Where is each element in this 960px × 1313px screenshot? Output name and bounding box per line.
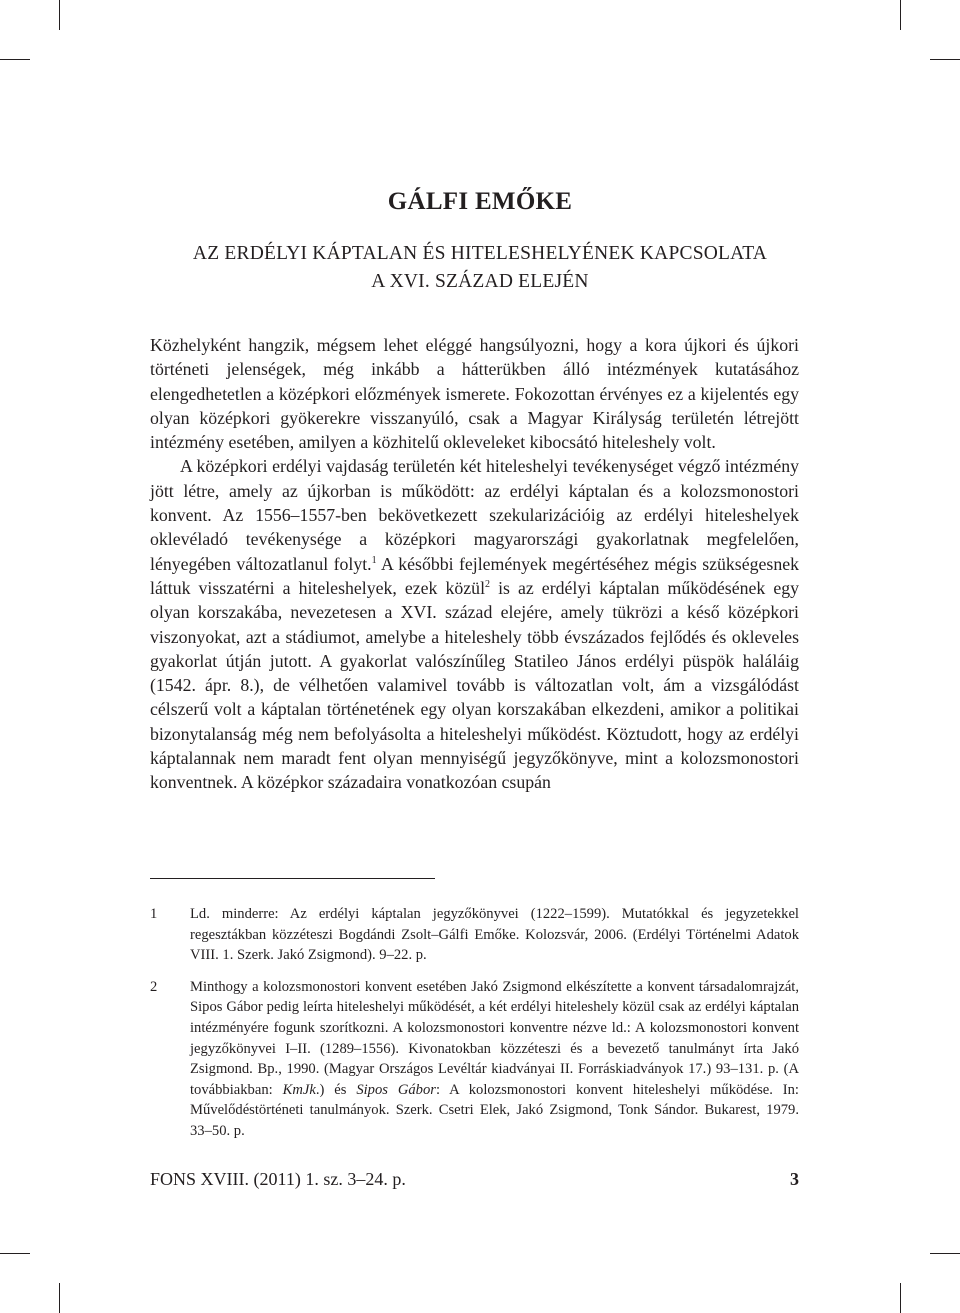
crop-mark-right-top: [930, 59, 960, 60]
body-paragraph-2: [150, 454, 799, 794]
crop-mark-left-bottom: [0, 1253, 30, 1254]
body-paragraph-1: Közhelyként hangzik, mégsem lehet eléggé hangsúlyozni, hogy a kora újkori és újkori történeti jelenségek, még inkább a hátterükben álló intézmények kutatásához elengedhetetlen a középkori előzmények ismerete. Fokozottan érvényes ez a kijelentés egy olyan középkori gyökerekre visszanyúló, csak a Magyar Királyság területén létrejött intézmény esetében, amilyen a közhitelű okleveleket kibocsátó hiteleshely volt.: [150, 335, 799, 453]
footnotes: [150, 904, 799, 1153]
crop-mark-top-right: [900, 0, 901, 30]
paragraph-text: is az erdélyi káptalan működésének egy olyan korszakába, nevezetesen a XVI. század elejére, amely tükrözi a késő középkori viszonyokat, azt a stádiumot, amelybe a hiteleshely több évszázados fejlődés és okleveles gyakorlat útján jutott. A gyakorlat valószínűleg Statileo János erdélyi püspök haláláig (1542. ápr. 8.), de vélhetően valamivel tovább is változatlan volt, ám a vizsgálódást célszerű volt a káptalan történetének egy olyan korszakában elkezdeni, amikor a politikai bizonytalanság még nem befolyásolta a hiteleshelyi működést. Köztudott, hogy az erdélyi káptalannak nem maradt fent olyan mennyiségű jegyzőkönyve, mint a kolozsmonostori konventnek. A középkor századaira vonatkozóan csupán: [150, 577, 800, 793]
footnote-separator: [150, 878, 435, 879]
article-body: [150, 333, 799, 795]
footnote-number: 2: [150, 978, 158, 995]
journal-citation: FONS XVIII. (2011) 1. sz. 3–24. p.: [150, 1169, 406, 1189]
footnote-2: [150, 977, 799, 1142]
footnote-author: Sipos Gábor: [356, 1081, 436, 1098]
footnote-reference-2[interactable]: 2: [485, 578, 491, 590]
paragraph-text: A középkori erdélyi vajdaság területén két hiteleshelyi tevékenységet végző intézmény jött létre, amely az újkorban is működött: az erdélyi káptalan és a kolozsmonostori konvent. Az 1556–1557-ben bekövetkezett szekularizációig az erdélyi hiteleshelyek oklevéladó tevékenysége a középkori magyarországi gyakorlatnak megfelelően, lényegében változatlanul folyt.: [150, 456, 799, 574]
crop-mark-left-top: [0, 59, 30, 60]
footnote-text: Ld. minderre: Az erdélyi káptalan jegyzőkönyvei (1222–1599). Mutatókkal és jegyzetekkel regesztákban közzéteszi Bogdándi Zsolt–Gálfi Emőke. Kolozsvár, 2006. (Erdélyi Történelmi Adatok VIII. 1. Szerk. Jakó Zsigmond). 9–22. p.: [190, 906, 799, 964]
footnote-reference-1[interactable]: 1: [371, 554, 377, 566]
article-author: GÁLFI EMŐKE: [387, 188, 573, 215]
footnote-text: : A kolozsmonostori konvent hiteleshelyi működése. In: Művelődéstörténeti tanulmányok. Szerk. Csetri Elek, Jakó Zsigmond, Tonk Sándor. Bukarest, 1979. 33–50. p.: [190, 1081, 799, 1139]
footnote-text: Minthogy a kolozsmonostori konvent esetében Jakó Zsigmond elkészítette a konvent társadalomrajzát, Sipos Gábor pedig leírta hiteleshelyi működését, a két erdélyi hiteleshely közül csak az erdélyi káptalan intézményére fogunk szorítkozni. A kolozsmonostori konventre nézve ld.: A kolozsmonostori konvent jegyzőkönyvei I–II. (1289–1556). Kivonatokban közzéteszi és a bevezető tanulmányt írta Jakó Zsigmond. Bp., 1990. (Magyar Országos Levéltár kiadványai II. Forráskiadványok 17.) 93–131. p. (A továbbiakban:: [190, 978, 799, 1098]
crop-mark-bottom-left: [59, 1283, 60, 1313]
footnote-text: .) és: [315, 1081, 357, 1098]
paragraph-text: A későbbi fejlemények megértéséhez mégis szükségesnek láttuk visszatérni a hiteleshelyek, ezek közül: [150, 553, 799, 598]
footnote-number: 1: [150, 906, 158, 922]
crop-mark-bottom-right: [900, 1283, 901, 1313]
footnote-abbreviation: KmJk: [282, 1081, 316, 1098]
article-title-line-2: A XVI. SZÁZAD ELEJÉN: [371, 271, 589, 292]
page-number: 3: [790, 1169, 799, 1189]
crop-mark-right-bottom: [930, 1253, 960, 1254]
footnote-1: [150, 904, 799, 966]
article-title: [160, 240, 800, 296]
crop-mark-top-left: [59, 0, 60, 30]
article-title-line-1: AZ ERDÉLYI KÁPTALAN ÉS HITELESHELYÉNEK KAPCSOLATA: [192, 243, 768, 264]
